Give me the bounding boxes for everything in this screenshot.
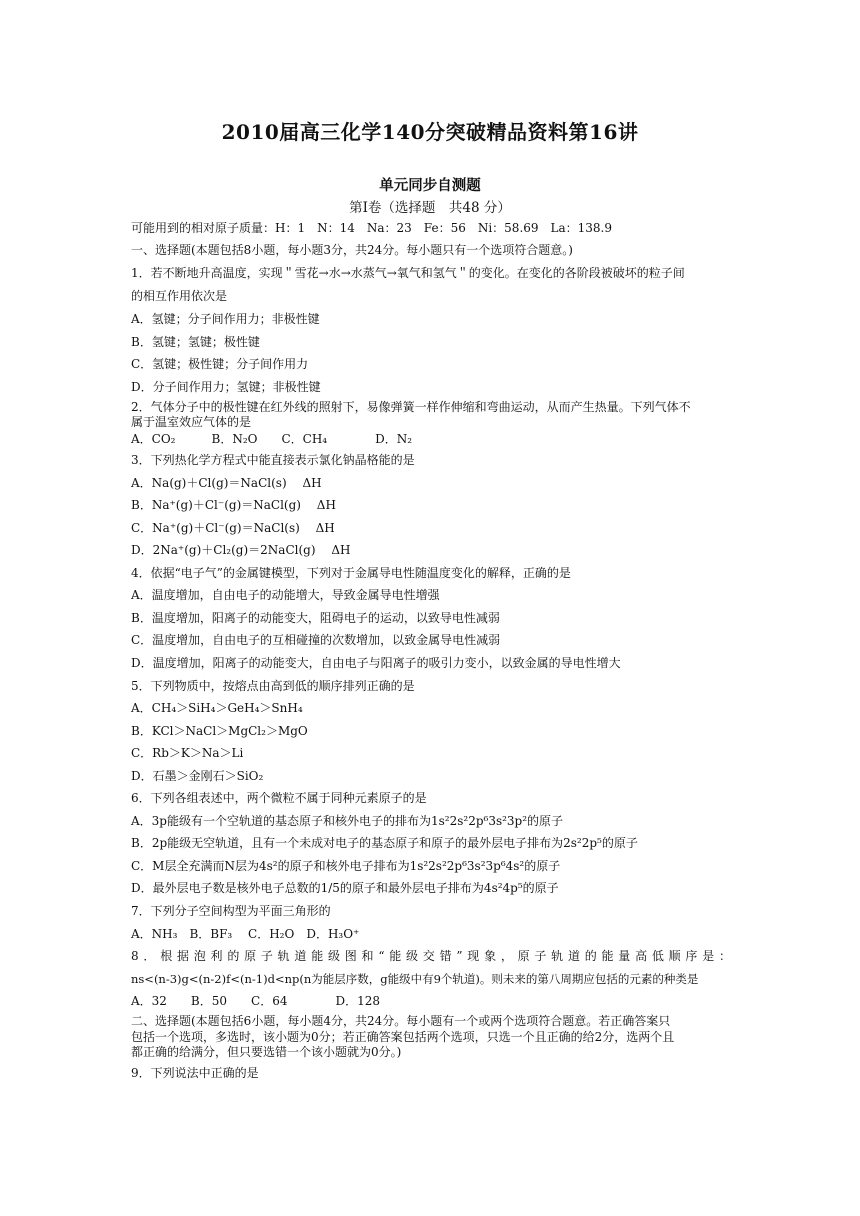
- q3-option-a: A．Na(g)＋Cl(g)＝NaCl(s) ΔH: [131, 476, 322, 490]
- q1-option-b: B．氢键；氢键；极性键: [131, 335, 260, 349]
- q1-stem-line1: 1．若不断地升高温度，实现＂雪花→水→水蒸气→氧气和氢气＂的变化。在变化的各阶段被破坏的粒子间: [131, 266, 685, 280]
- q8-options: A．32 B．50 C．64 D．128: [131, 994, 381, 1008]
- q2-options: A．CO₂ B．N₂O C．CH₄ D．N₂: [131, 432, 413, 446]
- q5-option-b: B．KCl＞NaCl＞MgCl₂＞MgO: [131, 724, 308, 738]
- q4-option-b: B．温度增加，阳离子的动能变大，阻碍电子的运动，以致导电性减弱: [131, 611, 500, 625]
- q7-stem: 7．下列分子空间构型为平面三角形的: [131, 904, 331, 918]
- q3-option-d: D．2Na⁺(g)＋Cl₂(g)＝2NaCl(g) ΔH: [131, 543, 351, 557]
- q6-stem: 6．下列各组表述中，两个微粒不属于同种元素原子的是: [131, 791, 427, 805]
- atomic-masses-line: 可能用到的相对原子质量：H：1 N：14 Na：23 Fe：56 Ni：58.69 La：138.9: [131, 221, 613, 235]
- q4-stem: 4．依据“电子气”的金属键模型，下列对于金属导电性随温度变化的解释，正确的是: [131, 566, 571, 580]
- q1-option-c: C．氢键；极性键；分子间作用力: [131, 357, 309, 371]
- q2-stem-line2: 属于温室效应气体的是: [131, 415, 252, 429]
- q4-option-c: C．温度增加，自由电子的互相碰撞的次数增加，以致金属导电性减弱: [131, 633, 501, 647]
- q4-option-a: A．温度增加，自由电子的动能增大，导致金属导电性增强: [131, 588, 440, 602]
- section1-header: 一、选择题(本题包括8小题，每小题3分，共24分。每小题只有一个选项符合题意。): [131, 243, 573, 257]
- q3-stem: 3．下列热化学方程式中能直接表示氯化钠晶格能的是: [131, 453, 415, 467]
- q7-options: A．NH₃ B．BF₃ C．H₂O D．H₃O⁺: [131, 927, 360, 941]
- section2-line1: 二、选择题(本题包括6小题，每小题4分，共24分。每小题有一个或两个选项符合题意。若正确答案只: [131, 1014, 671, 1028]
- section2-line2: 包括一个选项，多选时，该小题为0分；若正确答案包括两个选项，只选一个且正确的给2分，选两个且: [131, 1030, 675, 1044]
- q6-option-a: A．3p能级有一个空轨道的基态原子和核外电子的排布为1s²2s²2p⁶3s²3p²的原子: [131, 814, 564, 828]
- q1-stem-line2: 的相互作用依次是: [131, 289, 228, 303]
- q8-stem-line1: 8．根据泡利的原子轨道能级图和“能级交错”现象，原子轨道的能量高低顺序是：: [131, 949, 731, 963]
- q6-option-d: D．最外层电子数是核外电子总数的1/5的原子和最外层电子排布为4s²4p⁵的原子: [131, 881, 559, 895]
- q8-stem-line2: ns<(n-3)g<(n-2)f<(n-1)d<np(n为能层序数，g能级中有9个轨道)。则未来的第八周期应包括的元素的种类是: [131, 972, 699, 986]
- section2-line3: 都正确的给满分，但只要选错一个该小题就为0分。): [131, 1045, 402, 1059]
- q5-option-d: D．石墨＞金刚石＞SiO₂: [131, 769, 264, 783]
- q3-option-b: B．Na⁺(g)＋Cl⁻(g)＝NaCl(g) ΔH: [131, 498, 336, 512]
- q5-option-c: C．Rb＞K＞Na＞Li: [131, 746, 244, 760]
- q5-stem: 5．下列物质中，按熔点由高到低的顺序排列正确的是: [131, 679, 415, 693]
- section-subtitle: 单元同步自测题: [379, 177, 481, 194]
- q1-option-a: A．氢键；分子间作用力；非极性键: [131, 312, 320, 326]
- q6-option-b: B．2p能级无空轨道，且有一个未成对电子的基态原子和原子的最外层电子排布为2s²2p⁵的原子: [131, 836, 638, 850]
- q9-stem: 9．下列说法中正确的是: [131, 1066, 259, 1080]
- volume-heading: 第Ⅰ卷（选择题 共48 分）: [349, 200, 511, 216]
- q1-option-d: D．分子间作用力；氢键；非极性键: [131, 380, 321, 394]
- q5-option-a: A．CH₄＞SiH₄＞GeH₄＞SnH₄: [131, 701, 303, 715]
- q4-option-d: D．温度增加，阳离子的动能变大，自由电子与阳离子的吸引力变小，以致金属的导电性增大: [131, 656, 621, 670]
- q6-option-c: C．M层全充满而N层为4s²的原子和核外电子排布为1s²2s²2p⁶3s²3p⁶4s²的原子: [131, 859, 561, 873]
- q3-option-c: C．Na⁺(g)＋Cl⁻(g)＝NaCl(s) ΔH: [131, 521, 335, 535]
- q2-stem-line1: 2．气体分子中的极性键在红外线的照射下，易像弹簧一样作伸缩和弯曲运动，从而产生热量。下列气体不: [131, 400, 691, 414]
- document-title: 2010届高三化学140分突破精品资料第16讲: [221, 120, 639, 144]
